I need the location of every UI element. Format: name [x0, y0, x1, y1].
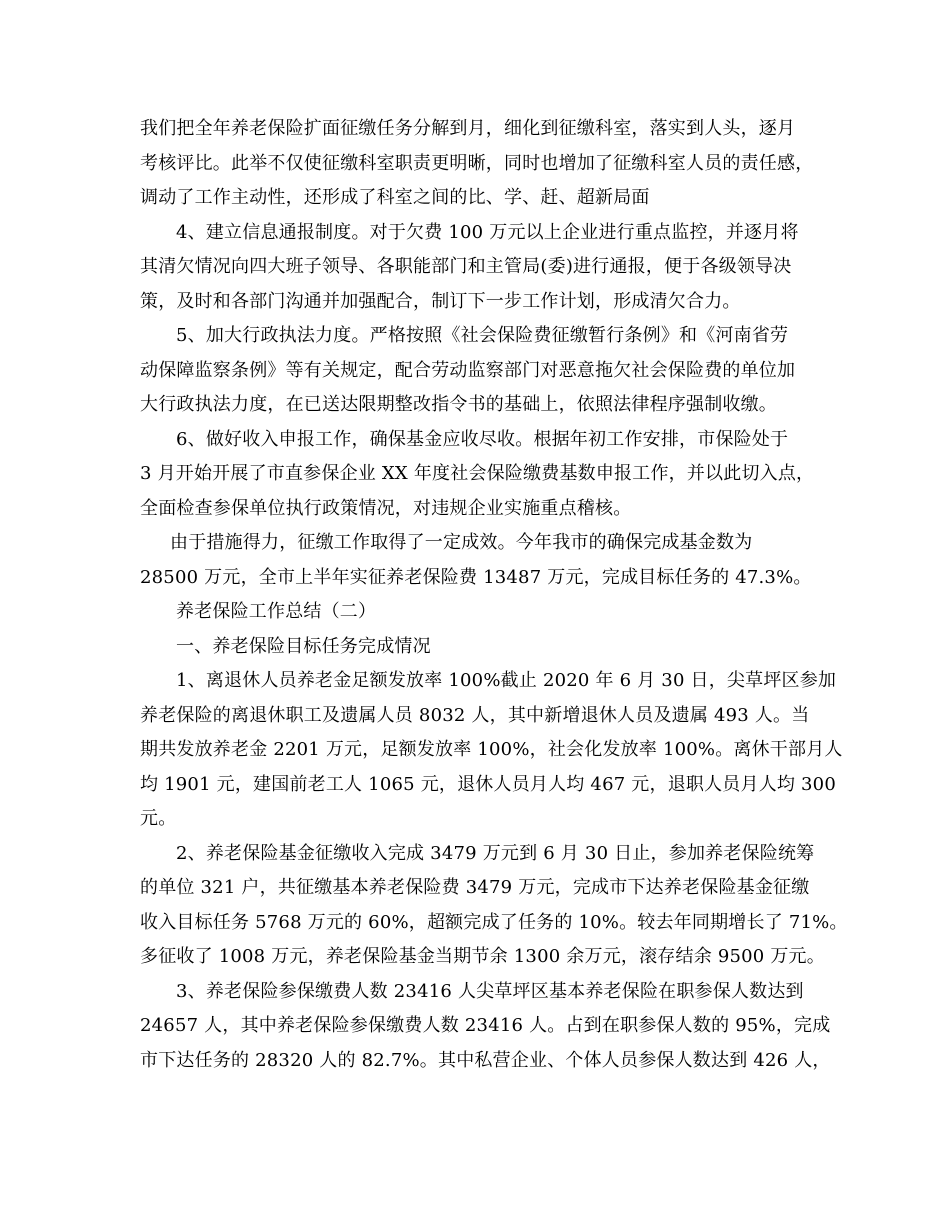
text-line: 全面检查参保单位执行政策情况，对违规企业实施重点稽核。 — [140, 497, 632, 519]
section-subtitle — [140, 630, 820, 665]
paragraph-results — [140, 526, 820, 595]
text-line: 我们把全年养老保险扩面征缴任务分解到月，细化到征缴科室，落实到人头，逐月 — [140, 118, 796, 139]
text-line: 动保障监察条例》等有关规定，配合劳动监察部门对恶意拖欠社会保险费的单位加 — [140, 359, 796, 381]
text-line: 市下达任务的 28320 人的 82.7%。其中私营企业、个体人员参保人数达到 426 人， — [140, 1049, 831, 1071]
text-line: 元。 — [140, 808, 177, 829]
text-line: 的单位 321 户，共征缴基本养老保险费 3479 万元，完成市下达养老保险基金征缴 — [140, 877, 810, 898]
heading-line: 一、养老保险目标任务完成情况 — [176, 635, 431, 657]
paragraph-item-5 — [140, 319, 820, 423]
text-line: 养老保险的离退休职工及遗属人员 8032 人，其中新增退休人员及遗属 493 人。当 — [140, 704, 810, 726]
text-line: 6、做好收入申报工作，确保基金应收尽收。根据年初工作安排，市保险处于 — [176, 428, 789, 450]
paragraph-target-1 — [140, 664, 843, 837]
text-line: 调动了工作主动性，还形成了科室之间的比、学、赶、超新局面 — [140, 187, 650, 208]
text-line: 28500 万元，全市上半年实征养老保险费 13487 万元，完成目标任务的 47.3%。 — [140, 566, 812, 588]
paragraph-target-2 — [140, 837, 848, 975]
paragraph-assessment — [140, 112, 820, 216]
paragraph-item-6 — [140, 423, 820, 527]
text-line: 期共发放养老金 2201 万元，足额发放率 100%，社会化发放率 100%。离休干部月人 — [140, 739, 843, 760]
text-line: 多征收了 1008 万元，养老保险基金当期节余 1300 余万元，滚存结余 9500 万元。 — [140, 946, 825, 967]
text-line: 5、加大行政执法力度。严格按照《社会保险费征缴暂行条例》和《河南省劳 — [176, 325, 789, 346]
paragraph-target-3 — [140, 975, 831, 1079]
document-body — [140, 112, 848, 1078]
text-line: 24657 人，其中养老保险参保缴费人数 23416 人。占到在职参保人数的 95%，完成 — [140, 1015, 831, 1036]
text-line: 策，及时和各部门沟通并加强配合，制订下一步工作计划，形成清欠合力。 — [140, 290, 741, 312]
text-line: 3、养老保险参保缴费人数 23416 人尖草坪区基本养老保险在职参保人数达到 — [176, 980, 804, 1002]
text-line: 收入目标任务 5768 万元的 60%，超额完成了任务的 10%。较去年同期增长了 71%。 — [140, 911, 848, 933]
text-line: 由于措施得力，征缴工作取得了一定成效。今年我市的确保完成基金数为 — [170, 532, 753, 553]
text-line: 考核评比。此举不仅使征缴科室职责更明晰，同时也增加了征缴科室人员的责任感， — [140, 152, 814, 174]
text-line: 4、建立信息通报制度。对于欠费 100 万元以上企业进行重点监控，并逐月将 — [176, 221, 799, 243]
heading-line: 养老保险工作总结（二） — [176, 601, 377, 622]
text-line: 均 1901 元，建国前老工人 1065 元，退休人员月人均 467 元，退职人员月人均 300 — [140, 773, 836, 795]
text-line: 2、养老保险基金征缴收入完成 3479 万元到 6 月 30 日止，参加养老保险统筹 — [176, 842, 815, 864]
text-line: 3 月开始开展了市直参保企业 XX 年度社会保险缴费基数申报工作，并以此切入点， — [140, 463, 815, 484]
paragraph-item-4 — [140, 216, 820, 320]
section-title — [140, 595, 820, 630]
text-line: 大行政执法力度，在已送达限期整改指令书的基础上，依照法律程序强制收缴。 — [140, 394, 777, 415]
text-line: 1、离退休人员养老金足额发放率 100%截止 2020 年 6 月 30 日，尖草坪区参加 — [176, 670, 837, 691]
text-line: 其清欠情况向四大班子领导、各职能部门和主管局(委)进行通报，便于各级领导决 — [140, 256, 792, 277]
